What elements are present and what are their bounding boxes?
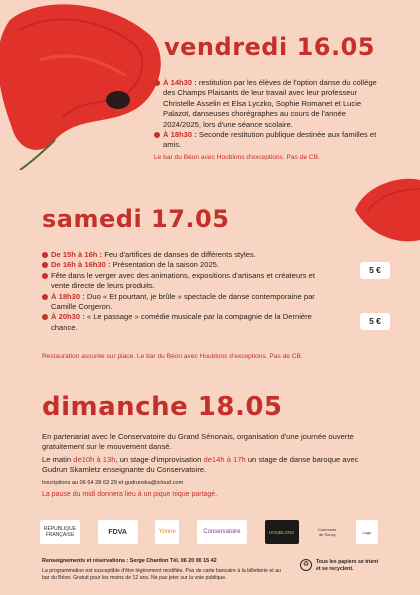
poppy-flower-left [0, 0, 175, 170]
saturday-title: samedi 17.05 [42, 205, 230, 233]
saturday-item-1: De 15h à 16h : Feu d'artifices de danses de différents styles. [42, 250, 332, 260]
sunday-workshops-text: Le matin de10h à 13h, un stage d'improvisation de14h à 17h un stage de danse baroque avec Gudrun Skamletz enseignante du Conservatoire. [42, 454, 359, 475]
saturday-program [42, 250, 332, 333]
friday-note: Le bar du Béon avec Houblons d'exceptions. Pas de CB. [154, 153, 320, 161]
republique-francaise-logo: RÉPUBLIQUE FRANÇAISE [40, 520, 80, 544]
saturday-item-3: Fête dans le verger avec des animations, expositions d'artisans et créateurs et vente directe de leurs produits. [42, 271, 332, 292]
houblons-logo: HOUBLONS [265, 520, 299, 544]
poppy-petal-right [345, 175, 420, 245]
price-badge-2: 5 € [360, 313, 390, 330]
price-badge-1: 5 € [360, 262, 390, 279]
saturday-item-2: De 16h à 16h30 : Présentation de la saison 2025. [42, 260, 332, 270]
sunday-note: La pause du midi donnera lieu à un pique nique partagé. [42, 490, 218, 498]
sunday-program [42, 432, 377, 499]
recycle-icon: ♻ [300, 559, 312, 571]
footer-contact: Renseignements et réservations : Serge Chardon Tél. 06 20 00 15 42 [42, 558, 217, 564]
partner-logos [40, 517, 378, 547]
friday-item-2: À 18h30 : Seconde restitution publique destinée aux familles et amis. [154, 130, 382, 151]
partner-logo: Logo [356, 520, 378, 544]
sunday-title: dimanche 18.05 [42, 392, 283, 422]
friday-title: vendredi 16.05 [164, 33, 375, 61]
friday-item-1: À 14h30 : restitution par les élèves de l'option danse du collège des Champs Plaisants de leur travail avec leur professeur Christelle Asselin et Elsa Lyczko, Sophie Romanet et Lucie Palazot, danseuses chorégraphes au cours de l'année 2024/2025, lors d'une séance scolaire. [154, 78, 382, 130]
sunday-partnership-text: En partenariat avec le Conservatoire du Grand Sénonais, organisation d'une journée ouverte gratuitement sur le mouvement dansé. [42, 432, 354, 452]
fdva-logo: FDVA [98, 520, 138, 544]
friday-program [154, 78, 382, 162]
saturday-item-5: À 20h30 : « Le passage » comédie musicale par la compagnie de la Dernière chance. [42, 312, 332, 333]
commune-de-soucy-logo: Commune de Soucy [318, 527, 337, 537]
saturday-item-4: À 18h30 : Duo « Et pourtant, je brûle » spectacle de danse contemporaine par Camille Corgeron. [42, 292, 332, 313]
recycle-note: Tous les papiers se trient et se recyclent. [316, 559, 379, 572]
saturday-note: Restauration assurée sur place. Le bar du Béon avec Houblons d'exceptions. Pas de CB. [42, 353, 303, 360]
footer-legal: La programmation est susceptible d'être légèrement modifiée. Pas de carte bancaire à la billetterie et au bar du Béon. Gratuit pour les moins de 12 ans. Ne pas jeter sur la voie publique. [42, 568, 281, 581]
sunday-inscriptions: Inscriptions au 06 64 28 63 29 et gudrunska@icloud.com [42, 479, 184, 486]
conservatoire-logo: Conservatoire [197, 520, 247, 544]
yonne-logo: Yonne [155, 520, 179, 544]
